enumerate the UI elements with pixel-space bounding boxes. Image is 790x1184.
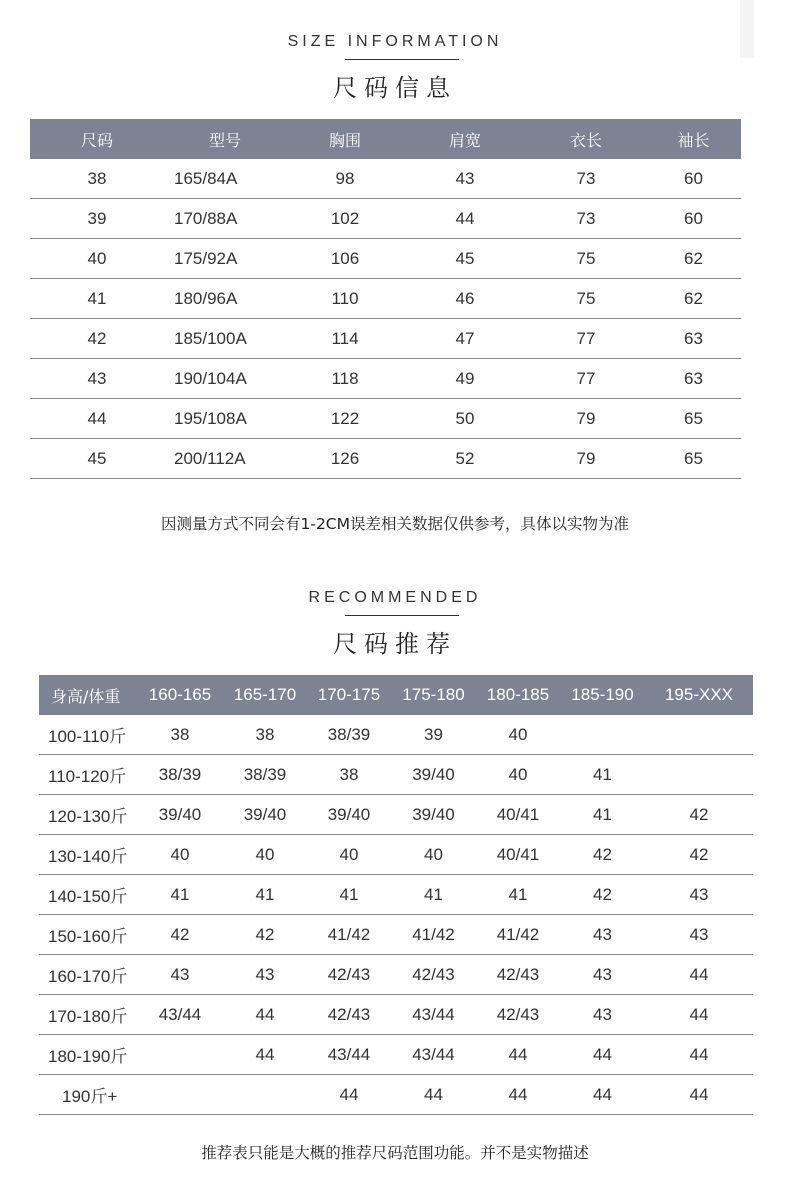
- recommended-table-cell: 43/44: [307, 1035, 391, 1075]
- recommended-table-cell: 41: [391, 875, 476, 915]
- size-table-cell: 46: [404, 279, 526, 319]
- recommended-table-cell: 38: [223, 715, 307, 755]
- recommended-table-cell: 43/44: [391, 995, 476, 1035]
- recommended-table-cell: 40: [476, 715, 560, 755]
- size-table-row: [30, 239, 741, 279]
- size-table-cell: 73: [526, 199, 646, 239]
- recommended-table-row: [39, 1075, 753, 1115]
- recommended-table-cell: 40: [391, 835, 476, 875]
- size-info-note: 因测量方式不同会有1-2CM误差相关数据仅供参考，具体以实物为准: [160, 515, 629, 533]
- size-table-cell-label: 39: [30, 199, 164, 239]
- size-table-cell-label: 45: [30, 439, 164, 479]
- recommended-title-divider: [345, 615, 459, 616]
- recommended-table-cell: 39/40: [391, 795, 476, 835]
- size-table-row: [30, 199, 741, 239]
- recommended-table-cell: 39/40: [307, 795, 391, 835]
- size-header-size: 尺码: [30, 119, 164, 159]
- size-table-cell: 79: [526, 439, 646, 479]
- size-table-cell-label: 40: [30, 239, 164, 279]
- recommended-table-cell-label: 130-140斤: [39, 835, 137, 875]
- recommended-table-cell: [223, 1075, 307, 1115]
- size-info-table: [30, 119, 741, 479]
- recommended-table-cell: 44: [645, 1035, 753, 1075]
- recommended-table-cell: 42: [223, 915, 307, 955]
- recommended-table-cell: [137, 1075, 223, 1115]
- recommended-table-cell: 44: [645, 955, 753, 995]
- recommended-table-cell: 42: [560, 875, 645, 915]
- recommended-table-cell: 44: [645, 1075, 753, 1115]
- recommended-table-cell: 40: [307, 835, 391, 875]
- recommended-table-cell: 42/43: [391, 955, 476, 995]
- recommended-table-cell: 41/42: [391, 915, 476, 955]
- size-table-cell: 62: [646, 239, 741, 279]
- size-table-cell: 195/108A: [164, 399, 286, 439]
- size-table-cell: 185/100A: [164, 319, 286, 359]
- recommended-table-cell: 41/42: [307, 915, 391, 955]
- recommended-table-cell: 44: [476, 1035, 560, 1075]
- recommended-table-cell: 42: [560, 835, 645, 875]
- size-table-row: [30, 279, 741, 319]
- recommended-table-cell: 43: [560, 995, 645, 1035]
- recommended-table-cell-label: 140-150斤: [39, 875, 137, 915]
- size-table-cell: 190/104A: [164, 359, 286, 399]
- recommended-table-cell: 42/43: [476, 955, 560, 995]
- recommended-table-cell: 39/40: [391, 755, 476, 795]
- rec-header-height-range: 160-165: [137, 675, 223, 715]
- size-table-cell-label: 44: [30, 399, 164, 439]
- size-table-cell: 122: [286, 399, 404, 439]
- recommended-table-cell: 42: [645, 835, 753, 875]
- size-table-cell: 50: [404, 399, 526, 439]
- recommended-table-cell: 38/39: [137, 755, 223, 795]
- size-table-cell: 126: [286, 439, 404, 479]
- recommended-table-cell-label: 110-120斤: [39, 755, 137, 795]
- size-table-cell: 102: [286, 199, 404, 239]
- recommended-table-cell-label: 170-180斤: [39, 995, 137, 1035]
- recommended-table-cell: 43: [645, 875, 753, 915]
- size-table-cell: 118: [286, 359, 404, 399]
- recommended-table-cell: 43/44: [391, 1035, 476, 1075]
- size-table-cell: 114: [286, 319, 404, 359]
- size-table-row: [30, 159, 741, 199]
- size-table-cell-label: 42: [30, 319, 164, 359]
- recommended-table-cell: 40/41: [476, 795, 560, 835]
- size-table-cell: 49: [404, 359, 526, 399]
- size-table-cell: 110: [286, 279, 404, 319]
- recommended-table-cell: 44: [560, 1075, 645, 1115]
- size-table-cell: 75: [526, 279, 646, 319]
- size-info-title-divider: [345, 59, 459, 60]
- recommended-table-row: [39, 955, 753, 995]
- recommended-table-cell: 42/43: [307, 955, 391, 995]
- size-table-cell: 44: [404, 199, 526, 239]
- rec-header-height-range: 170-175: [307, 675, 391, 715]
- size-table-cell: 60: [646, 159, 741, 199]
- recommended-table-cell: 41: [560, 755, 645, 795]
- recommended-table-row: [39, 755, 753, 795]
- recommended-table-cell: 40: [476, 755, 560, 795]
- size-table-cell: 75: [526, 239, 646, 279]
- size-table-cell-label: 38: [30, 159, 164, 199]
- size-table-cell: 180/96A: [164, 279, 286, 319]
- recommended-table-cell: 41: [307, 875, 391, 915]
- recommended-table-row: [39, 915, 753, 955]
- rec-header-height-range: 165-170: [223, 675, 307, 715]
- recommended-table-cell: 41/42: [476, 915, 560, 955]
- recommended-table-cell: 41: [560, 795, 645, 835]
- recommended-table-cell: 42: [137, 915, 223, 955]
- size-header-sleeve: 袖长: [646, 119, 741, 159]
- recommended-table-cell: 43/44: [137, 995, 223, 1035]
- size-header-chest: 胸围: [286, 119, 404, 159]
- recommended-title-en: RECOMMENDED: [308, 589, 482, 606]
- recommended-table-cell: 42/43: [476, 995, 560, 1035]
- recommended-table-cell: 44: [307, 1075, 391, 1115]
- recommended-table-cell: 38: [137, 715, 223, 755]
- recommended-table-row: [39, 715, 753, 755]
- recommended-table-cell: 41: [137, 875, 223, 915]
- size-table-cell: 60: [646, 199, 741, 239]
- recommended-table-row: [39, 1035, 753, 1075]
- recommended-table-cell: 39: [391, 715, 476, 755]
- size-header-shoulder: 肩宽: [404, 119, 526, 159]
- size-table-cell: 79: [526, 399, 646, 439]
- size-table-cell: 63: [646, 319, 741, 359]
- size-table-row: [30, 399, 741, 439]
- recommended-table-cell: 43: [137, 955, 223, 995]
- recommended-table-cell: [137, 1035, 223, 1075]
- rec-header-height-range: 195-XXX: [645, 675, 753, 715]
- size-table-cell: 65: [646, 439, 741, 479]
- recommended-header-row: [39, 675, 753, 715]
- recommended-table-cell: 42/43: [307, 995, 391, 1035]
- rec-header-height-range: 180-185: [476, 675, 560, 715]
- rec-header-height-range: 185-190: [560, 675, 645, 715]
- recommended-table-cell-label: 100-110斤: [39, 715, 137, 755]
- recommended-table-row: [39, 835, 753, 875]
- size-table-cell: 175/92A: [164, 239, 286, 279]
- recommended-table-cell: [560, 715, 645, 755]
- recommended-table-cell-label: 160-170斤: [39, 955, 137, 995]
- recommended-table-cell-label: 150-160斤: [39, 915, 137, 955]
- recommended-title-cn: 尺码推荐: [333, 630, 457, 658]
- size-info-title-cn: 尺码信息: [333, 74, 457, 102]
- size-table-cell: 65: [646, 399, 741, 439]
- recommended-table-cell: 44: [223, 1035, 307, 1075]
- recommended-table-row: [39, 995, 753, 1035]
- recommended-table-cell: [645, 755, 753, 795]
- recommended-table-cell: 44: [391, 1075, 476, 1115]
- recommended-table-cell: 44: [560, 1035, 645, 1075]
- recommended-table-row: [39, 875, 753, 915]
- recommended-table-cell: 41: [223, 875, 307, 915]
- size-info-title-en: SIZE INFORMATION: [287, 33, 503, 50]
- recommended-table-cell: 44: [223, 995, 307, 1035]
- size-table-cell: 165/84A: [164, 159, 286, 199]
- size-table-cell-label: 41: [30, 279, 164, 319]
- size-table-row: [30, 359, 741, 399]
- size-table-cell: 77: [526, 319, 646, 359]
- recommended-table-cell: 43: [560, 955, 645, 995]
- size-header-model: 型号: [164, 119, 286, 159]
- size-table-cell: 43: [404, 159, 526, 199]
- size-header-length: 衣长: [526, 119, 646, 159]
- recommended-table-cell: 43: [223, 955, 307, 995]
- recommended-table-cell-label: 190斤+: [39, 1075, 137, 1115]
- size-table-cell-label: 43: [30, 359, 164, 399]
- recommended-table-cell: 43: [645, 915, 753, 955]
- size-table-row: [30, 319, 741, 359]
- size-table-cell: 47: [404, 319, 526, 359]
- recommended-table-cell-label: 180-190斤: [39, 1035, 137, 1075]
- recommended-table-cell: 38: [307, 755, 391, 795]
- recommended-table-cell: 43: [560, 915, 645, 955]
- recommended-table-cell: [645, 715, 753, 755]
- recommended-table-cell: 40: [137, 835, 223, 875]
- recommended-table-row: [39, 795, 753, 835]
- recommended-table-cell: 42: [645, 795, 753, 835]
- size-table-header-row: [30, 119, 741, 159]
- rec-header-height-weight: 身高/体重: [39, 675, 137, 715]
- size-table-cell: 106: [286, 239, 404, 279]
- recommended-table-cell-label: 120-130斤: [39, 795, 137, 835]
- size-table-cell: 77: [526, 359, 646, 399]
- size-table-cell: 200/112A: [164, 439, 286, 479]
- size-table-row: [30, 439, 741, 479]
- recommended-table-cell: 39/40: [137, 795, 223, 835]
- recommended-note: 推荐表只能是大概的推荐尺码范围功能。并不是实物描述: [201, 1144, 589, 1162]
- size-table-cell: 73: [526, 159, 646, 199]
- recommended-table-cell: 38/39: [223, 755, 307, 795]
- size-table-cell: 45: [404, 239, 526, 279]
- size-table-cell: 170/88A: [164, 199, 286, 239]
- size-table-cell: 98: [286, 159, 404, 199]
- recommended-table-cell: 44: [476, 1075, 560, 1115]
- size-table-cell: 52: [404, 439, 526, 479]
- recommended-table-cell: 39/40: [223, 795, 307, 835]
- recommended-table-cell: 38/39: [307, 715, 391, 755]
- rec-header-height-range: 175-180: [391, 675, 476, 715]
- recommended-table-cell: 40: [223, 835, 307, 875]
- recommended-table-cell: 41: [476, 875, 560, 915]
- recommended-table: [39, 675, 753, 1115]
- size-table-cell: 62: [646, 279, 741, 319]
- recommended-table-cell: 44: [645, 995, 753, 1035]
- recommended-table-cell: 40/41: [476, 835, 560, 875]
- size-table-cell: 63: [646, 359, 741, 399]
